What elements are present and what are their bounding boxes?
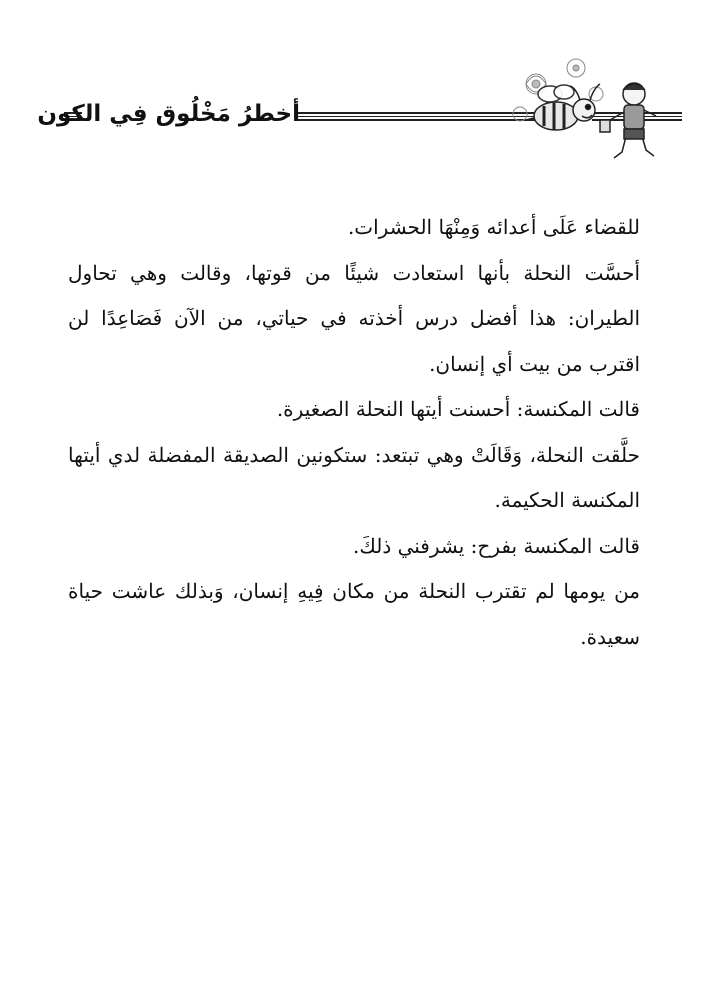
- chapter-title: أخطرُ مَخْلُوق فِي الكون: [37, 101, 300, 127]
- paragraph: أحسَّت النحلة بأنها استعادت شيئًا من قوتها، وقالت وهي تحاول الطيران: هذا أفضل درس أخذته في حياتي، من الآن فَصَاعِدًا لن اقترب من بيت أي إنسان.: [68, 260, 640, 376]
- paragraph: من يومها لم تقترب النحلة من مكان فِيهِ إنسان، وَبذلك عاشت حياة سعيدة.: [68, 579, 640, 649]
- paragraph: للقضاء عَلَى أعدائه وَمِنْهَا الحشرات.: [347, 215, 640, 239]
- bee-and-boy-illustration: [506, 54, 666, 174]
- story-body: [68, 205, 640, 660]
- chapter-header: [37, 90, 680, 150]
- paragraph: حلَّقت النحلة، وَقَالَتْ وهي تبتعد: ستكونين الصديقة المفضلة لدي أيتها المكنسة الحكيمة.: [68, 442, 640, 512]
- paragraph: قالت المكنسة بفرح: يشرفني ذلكَ.: [353, 533, 640, 558]
- paragraph: قالت المكنسة: أحسنت أيتها النحلة الصغيرة.: [276, 397, 640, 421]
